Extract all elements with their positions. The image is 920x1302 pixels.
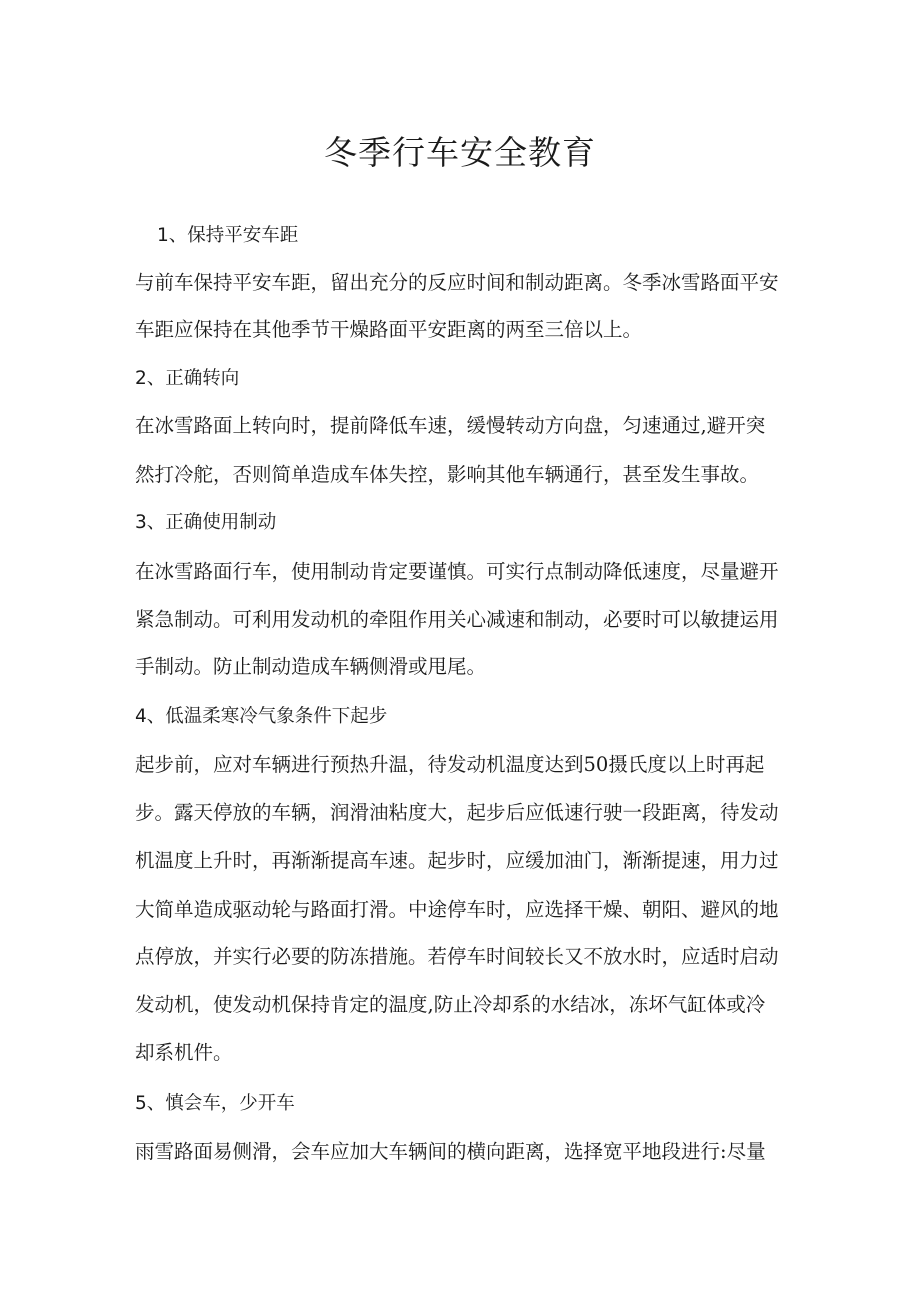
paragraph-line: 紧急制动。可利用发动机的牵阻作用关心减速和制动，必要时可以敏捷运用	[135, 608, 779, 631]
section-heading: 5、慎会车，少开车	[135, 1093, 295, 1114]
paragraph-line: 步。露天停放的车辆，润滑油粘度大，起步后应低速行驶一段距离，待发动	[135, 801, 779, 824]
paragraph-line: 与前车保持平安车距，留出充分的反应时间和制动距离。冬季冰雪路面平安	[135, 271, 779, 294]
paragraph-line: 车距应保持在其他季节干燥路面平安距离的两至三倍以上。	[135, 318, 643, 341]
paragraph-line: 机温度上升时，再渐渐提高车速。起步时，应缓加油门，渐渐提速，用力过	[135, 849, 779, 872]
section-heading: 2、正确转向	[135, 368, 240, 389]
paragraph-line: 起步前，应对车辆进行预热升温，待发动机温度达到50摄氏度以上时再起	[135, 753, 765, 776]
paragraph-line: 大简单造成驱动轮与路面打滑。中途停车时，应选择干燥、朝阳、避风的地	[135, 898, 779, 921]
paragraph-line: 却系机件。	[135, 1041, 233, 1064]
paragraph-line: 发动机，使发动机保持肯定的温度,防止冷却系的水结冰，冻坏气缸体或冷	[135, 993, 766, 1016]
paragraph-line: 手制动。防止制动造成车辆侧滑或甩尾。	[135, 655, 487, 678]
paragraph-line: 在冰雪路面行车，使用制动肯定要谨慎。可实行点制动降低速度，尽量避开	[135, 560, 779, 583]
section-heading: 4、低温柔寒冷气象条件下起步	[135, 706, 388, 727]
paragraph-line: 点停放，并实行必要的防冻措施。若停车时间较长又不放水时，应适时启动	[135, 945, 779, 968]
paragraph-line: 然打冷舵，否则简单造成车体失控，影响其他车辆通行，甚至发生事故。	[135, 463, 760, 486]
section-heading: 3、正确使用制动	[135, 512, 277, 533]
paragraph-line: 雨雪路面易侧滑，会车应加大车辆间的横向距离，选择宽平地段进行:尽量	[135, 1140, 766, 1163]
document-title: 冬季行车安全教育	[324, 133, 596, 172]
paragraph-line: 在冰雪路面上转向时，提前降低车速，缓慢转动方向盘，匀速通过,避开突	[135, 414, 766, 437]
section-heading: 1、保持平安车距	[157, 225, 299, 246]
